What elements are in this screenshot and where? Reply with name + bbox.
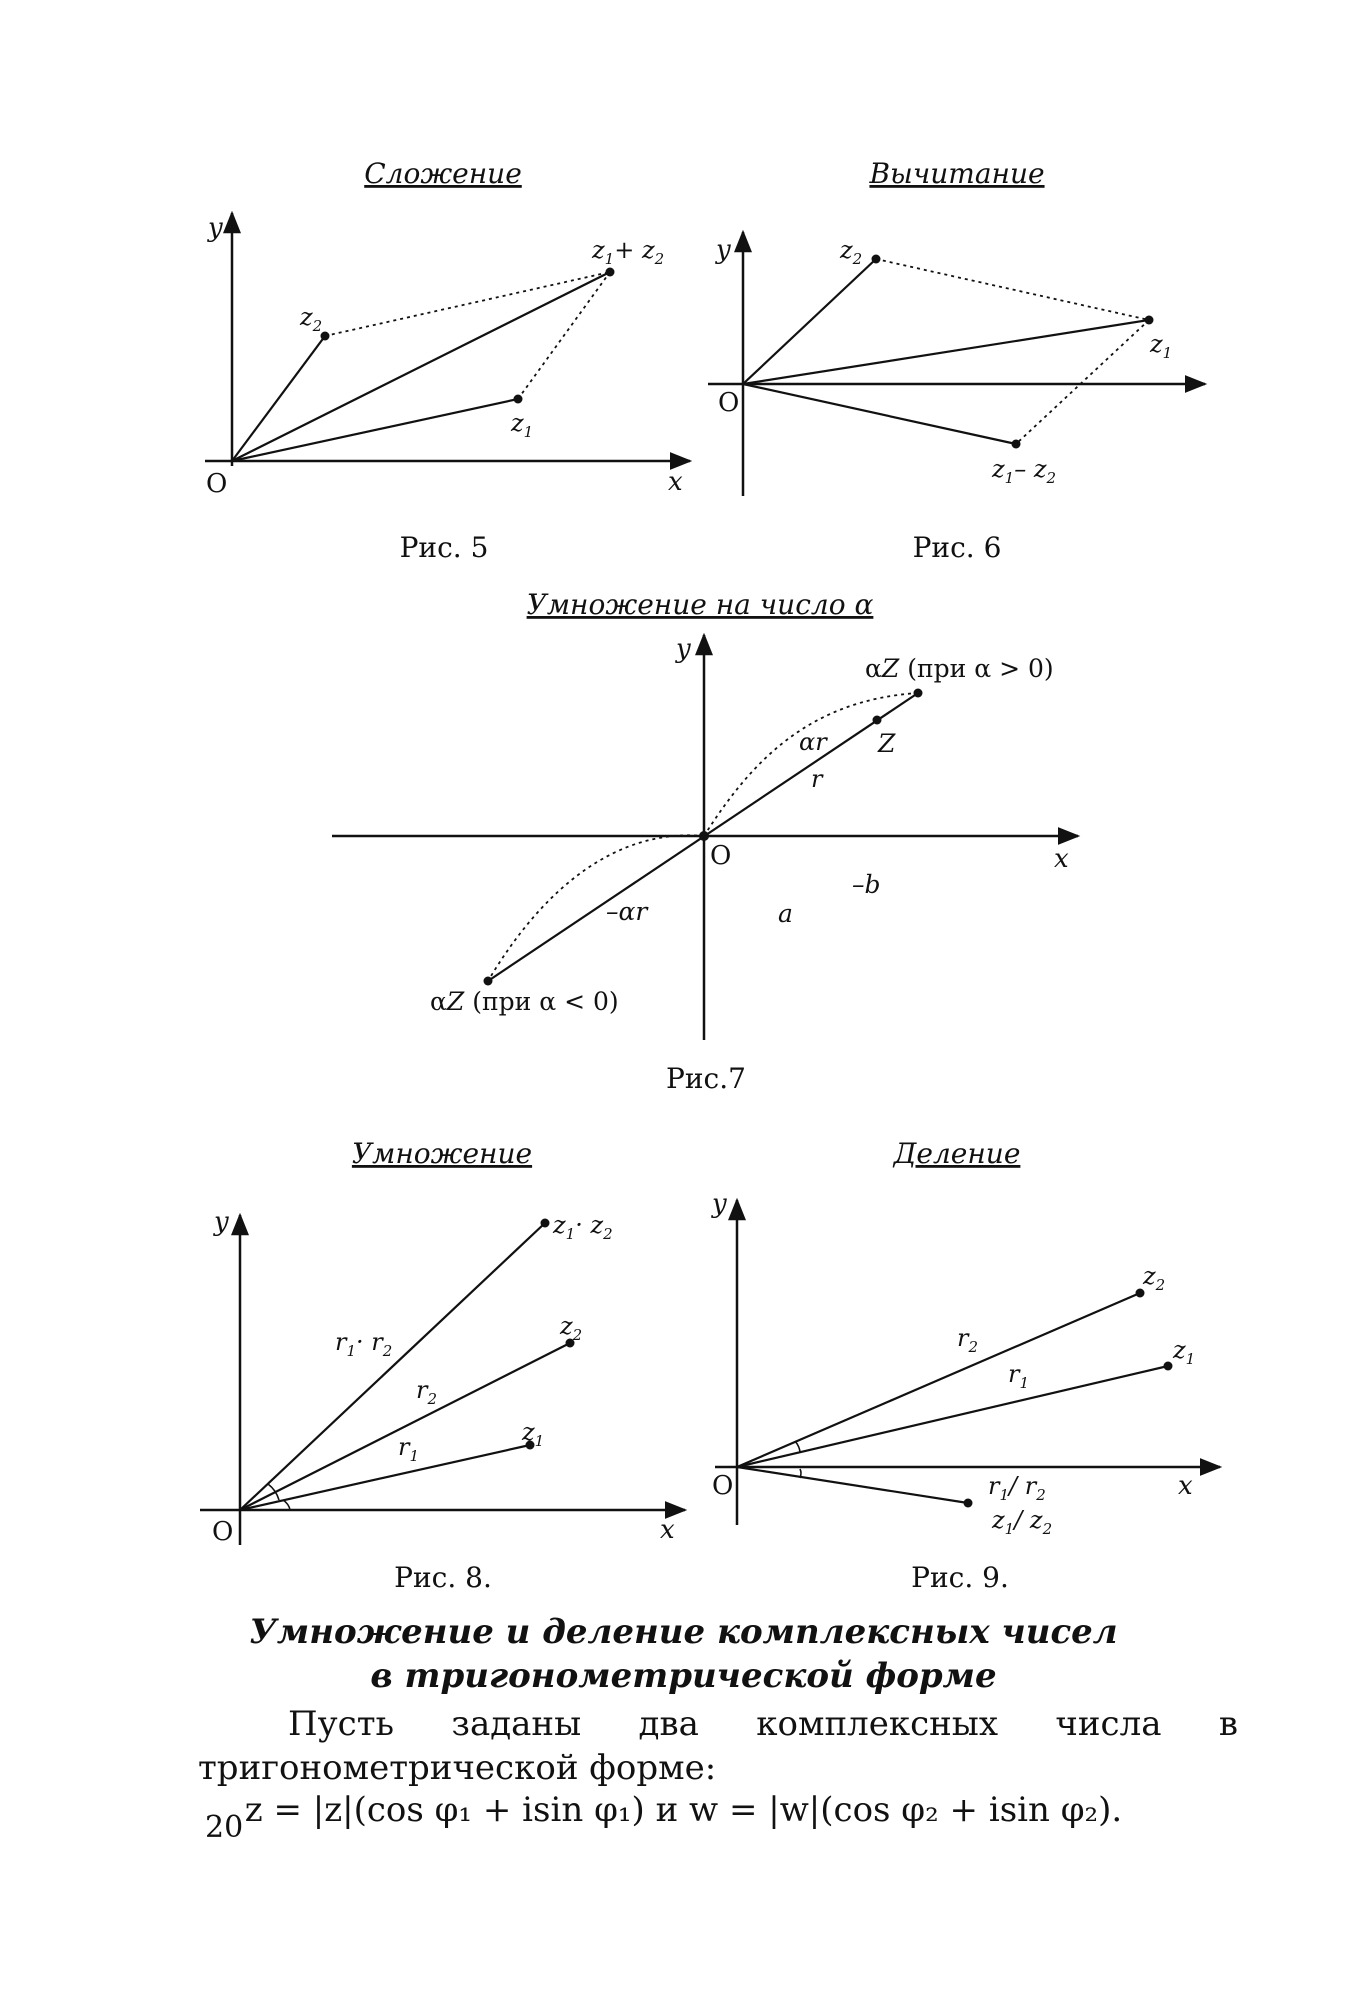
fig8-r1r2-label: $r_1\cdot r_2$ [335, 1328, 393, 1360]
fig8-x-label: x [660, 1515, 675, 1545]
fig8-vector-product [240, 1223, 545, 1510]
figure-9-division [711, 1137, 1220, 1594]
fig6-z1-label: $z_1$ [1150, 330, 1173, 362]
fig8-point-product [541, 1219, 550, 1228]
fig5-vector-sum [232, 272, 610, 461]
fig7-ar-label: αr [799, 728, 827, 756]
fig7-a-label: a [778, 899, 793, 928]
fig5-point-sum [606, 268, 615, 277]
fig5-z1-label: $z_1$ [511, 409, 534, 441]
fig9-caption: Рис. 9. [911, 1561, 1009, 1594]
fig7-title: Умножение на число α [526, 588, 874, 621]
fig8-caption: Рис. 8. [394, 1561, 492, 1594]
fig7-origin-label: O [710, 841, 732, 871]
fig7-point-z [873, 716, 882, 725]
fig7-point-az-negative [484, 977, 493, 986]
fig8-z1-label: $z_1$ [522, 1418, 545, 1450]
fig9-point-z1 [1164, 1362, 1173, 1371]
fig7-point-origin [699, 831, 709, 841]
fig8-r2-label: $r_2$ [416, 1376, 438, 1408]
fig6-origin-label: O [718, 388, 740, 418]
fig8-y-label: y [214, 1207, 229, 1237]
section-heading-line-1: Умножение и деление комплексных чисел [249, 1612, 1118, 1652]
figure-8-multiplication [200, 1137, 685, 1594]
body-paragraph: Пусть заданы два комплексных числа в тригонометрической форме: [198, 1704, 1238, 1788]
fig6-vector-diff [743, 384, 1016, 444]
fig5-x-label: x [668, 467, 683, 497]
fig6-caption: Рис. 6 [912, 531, 1002, 564]
fig9-z-quotient-label: $z_1/$ $z_2$ [992, 1506, 1053, 1538]
fig6-y-label: y [716, 235, 731, 265]
fig9-point-quotient [964, 1499, 973, 1508]
fig7-point-az-positive [914, 689, 923, 698]
fig9-title: Деление [893, 1137, 1021, 1170]
fig6-point-diff [1012, 440, 1021, 449]
fig5-caption: Рис. 5 [399, 531, 489, 564]
fig7-caption: Рис.7 [666, 1062, 746, 1095]
fig6-diff-label: $z_1-$ $z_2$ [992, 455, 1057, 487]
fig5-y-label: y [208, 213, 223, 243]
fig9-y-label: y [712, 1189, 727, 1219]
fig6-title: Вычитание [869, 157, 1045, 190]
fig6-point-z2 [872, 255, 881, 264]
fig9-r1-label: $r_1$ [1008, 1360, 1030, 1392]
fig7-x-label: x [1054, 844, 1069, 874]
figure-5-addition [205, 157, 690, 564]
fig5-z2-label: $z_2$ [300, 303, 323, 335]
fig5-sum-label: $z_1+ z_2$ [592, 236, 665, 268]
fig9-r-quotient-label: $r_1/$ $r_2$ [988, 1472, 1046, 1504]
fig9-vector-quotient [737, 1467, 968, 1503]
fig5-title: Сложение [364, 157, 522, 190]
fig5-vector-z2 [232, 336, 325, 461]
fig5-vector-z1 [232, 399, 518, 461]
fig8-angle-arc-2 [283, 1500, 290, 1510]
page-number: 20 [205, 1810, 244, 1845]
fig5-origin-label: O [206, 469, 228, 499]
fig8-r1-label: $r_1$ [398, 1433, 420, 1465]
section-heading-line-2: в тригонометрической форме [370, 1656, 997, 1696]
fig9-x-label: x [1178, 1471, 1193, 1501]
fig9-origin-label: O [712, 1471, 734, 1501]
fig9-z2-label: $z_2$ [1143, 1262, 1166, 1294]
fig9-vector-z1 [737, 1366, 1168, 1467]
fig8-origin-label: O [212, 1517, 234, 1547]
fig7-r-label: r [811, 765, 823, 793]
fig9-r2-label: $r_2$ [957, 1324, 979, 1356]
figure-6-subtraction [708, 157, 1205, 564]
fig7-az-positive-label: αZ (при α > 0) [865, 654, 1054, 683]
fig8-vector-z2 [240, 1343, 570, 1510]
fig7-az-negative-label: αZ (при α < 0) [430, 987, 619, 1016]
fig9-angle-arc-2 [800, 1469, 801, 1478]
fig8-product-label: $z_1\cdot z_2$ [553, 1211, 613, 1243]
fig5-dotted-top [325, 272, 610, 336]
fig8-title: Умножение [351, 1137, 533, 1170]
fig9-angle-arc-1 [795, 1441, 800, 1453]
fig7-neg-ar-label: –αr [606, 897, 648, 926]
fig8-z2-label: $z_2$ [560, 1312, 583, 1344]
fig7-neg-b-label: –b [852, 870, 881, 899]
fig6-dotted-top [876, 259, 1149, 320]
fig6-vector-z1 [743, 320, 1149, 384]
fig6-z2-label: $z_2$ [840, 236, 863, 268]
fig7-z-label: Z [878, 729, 896, 758]
fig5-point-z1 [514, 395, 523, 404]
figure-7-scalar-multiplication [332, 588, 1078, 1095]
fig9-vector-z2 [737, 1293, 1140, 1467]
fig6-point-z1 [1145, 316, 1154, 325]
formula-line: z = |z|(cos φ₁ + isin φ₁) и w = |w|(cos φ₂ + isin φ₂). [244, 1790, 1123, 1830]
fig5-dotted-right [518, 272, 610, 399]
fig7-y-label: y [676, 634, 691, 664]
fig9-z1-label: $z_1$ [1173, 1336, 1196, 1368]
